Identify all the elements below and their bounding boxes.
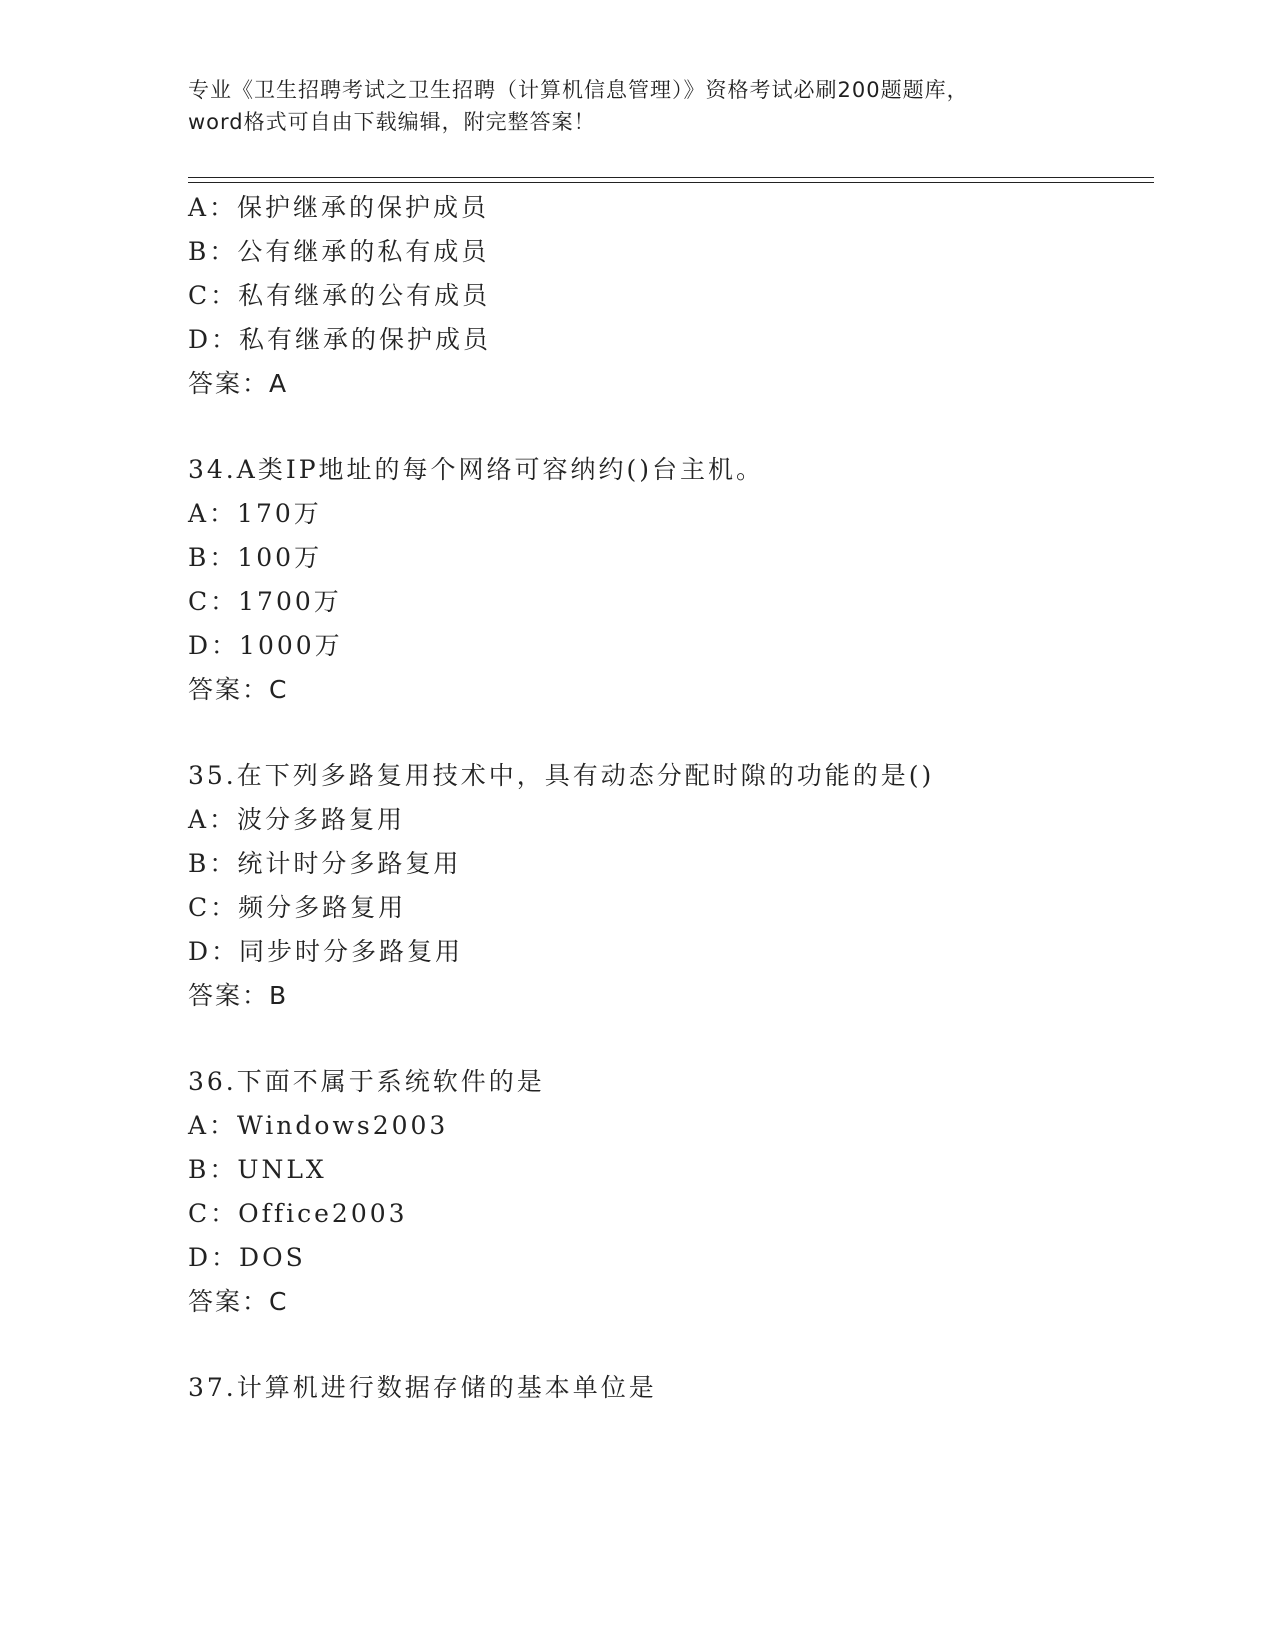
q36-option-b: B：UNLX xyxy=(188,1155,327,1184)
q33-answer: 答案：A xyxy=(188,369,289,398)
q35-question: 35.在下列多路复用技术中，具有动态分配时隙的功能的是() xyxy=(188,761,935,790)
header-line-1: 专业《卫生招聘考试之卫生招聘（计算机信息管理）》资格考试必刷200题题库， xyxy=(188,78,969,102)
q37-question: 37.计算机进行数据存储的基本单位是 xyxy=(188,1373,657,1402)
q36-answer: 答案：C xyxy=(188,1287,289,1316)
q36-option-a: A：Windows2003 xyxy=(188,1111,449,1140)
q33-option-c: C：私有继承的公有成员 xyxy=(188,281,491,310)
q36-option-c: C：Office2003 xyxy=(188,1199,408,1228)
header-divider-bottom xyxy=(188,182,1154,183)
q33-option-b: B：公有继承的私有成员 xyxy=(188,237,490,266)
q35-option-d: D：同步时分多路复用 xyxy=(188,937,464,966)
q35-option-a: A：波分多路复用 xyxy=(188,805,406,834)
q34-option-b: B：100万 xyxy=(188,543,323,572)
document-header xyxy=(188,74,1088,138)
q35-answer: 答案：B xyxy=(188,981,289,1010)
q33-option-a: A：保护继承的保护成员 xyxy=(188,193,490,222)
q34-option-c: C：1700万 xyxy=(188,587,342,616)
q34-option-d: D：1000万 xyxy=(188,631,343,660)
q34-question: 34.A类IP地址的每个网络可容纳约()台主机。 xyxy=(188,455,765,484)
header-line-2: word格式可自由下载编辑，附完整答案！ xyxy=(188,110,596,134)
q33-option-d: D：私有继承的保护成员 xyxy=(188,325,492,354)
q36-question: 36.下面不属于系统软件的是 xyxy=(188,1067,545,1096)
q34-option-a: A：170万 xyxy=(188,499,322,528)
q35-option-c: C：频分多路复用 xyxy=(188,893,407,922)
q35-option-b: B：统计时分多路复用 xyxy=(188,849,462,878)
header-divider-top xyxy=(188,177,1154,178)
q36-option-d: D：DOS xyxy=(188,1243,306,1272)
q34-answer: 答案：C xyxy=(188,675,289,704)
